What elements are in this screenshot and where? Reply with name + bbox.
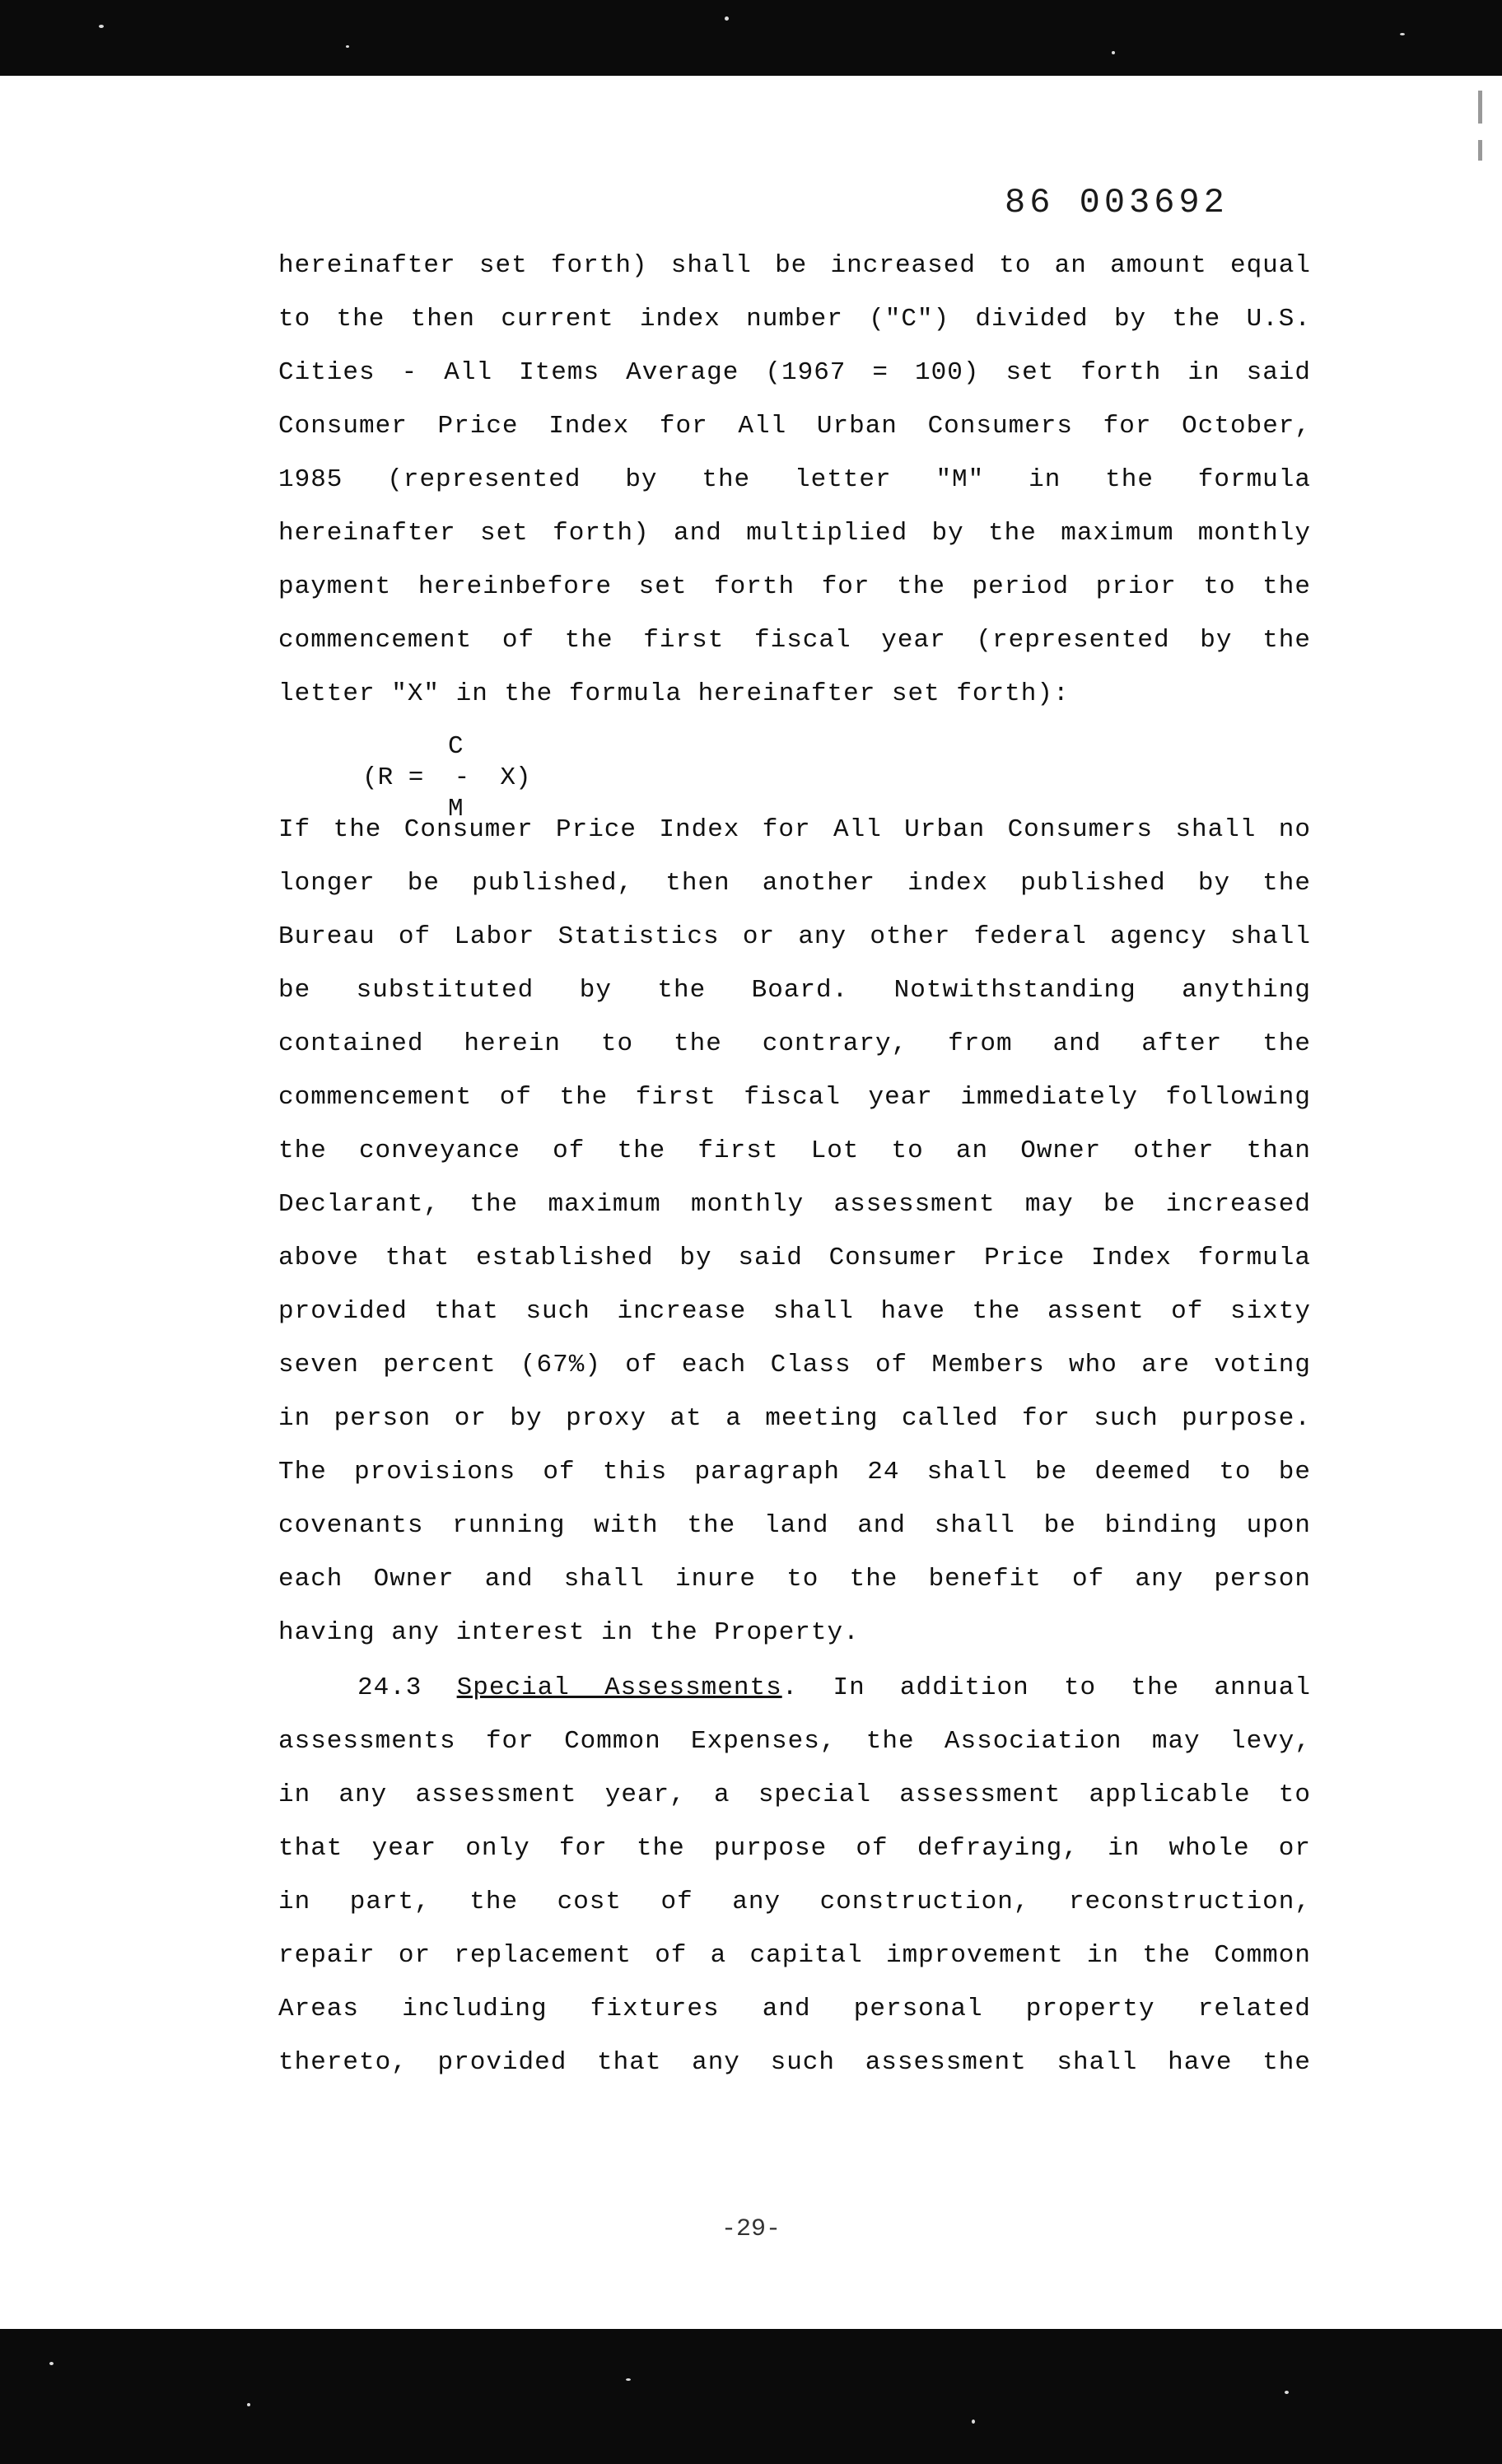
text-line: hereinafter set forth) and multiplied by the maximum monthly xyxy=(278,519,1311,548)
text-line: commencement of the first fiscal year immediately following xyxy=(278,1083,1311,1112)
text-line: letter "X" in the formula hereinafter set forth): xyxy=(278,679,1070,708)
formula-expression: (R = - X) xyxy=(362,763,531,792)
section-heading: Special Assessments xyxy=(456,1673,782,1702)
text-line: hereinafter set forth) shall be increased to an amount equal xyxy=(278,251,1311,280)
text-line: thereto, provided that any such assessment shall have the xyxy=(278,2048,1311,2077)
formula-numerator: C xyxy=(448,732,464,761)
text-line: in any assessment year, a special assessment applicable to xyxy=(278,1780,1311,1809)
text-line: Bureau of Labor Statistics or any other federal agency shall xyxy=(278,922,1311,951)
text-line: Cities - All Items Average (1967 = 100) set forth in said xyxy=(278,358,1311,387)
scan-border-top xyxy=(0,0,1502,76)
text-line: 1985 (represented by the letter "M" in the formula xyxy=(278,465,1311,494)
text-line: repair or replacement of a capital improvement in the Common xyxy=(278,1941,1311,1970)
text-line: commencement of the first fiscal year (represented by the xyxy=(278,626,1311,655)
text-line: The provisions of this paragraph 24 shall be deemed to be xyxy=(278,1458,1311,1486)
text-line: having any interest in the Property. xyxy=(278,1618,860,1647)
text-line: in part, the cost of any construction, reconstruction, xyxy=(278,1888,1311,1916)
section-number: 24.3 xyxy=(357,1673,422,1702)
scan-edge-mark xyxy=(1478,140,1482,161)
text-line: Declarant, the maximum monthly assessment may be increased xyxy=(278,1190,1311,1219)
text-line: payment hereinbefore set forth for the period prior to the xyxy=(278,572,1311,601)
text-line: Areas including fixtures and personal property related xyxy=(278,1995,1311,2023)
page-number: -29- xyxy=(721,2215,781,2243)
text-line: longer be published, then another index published by the xyxy=(278,869,1311,898)
text-line: assessments for Common Expenses, the Association may levy, xyxy=(278,1727,1311,1756)
formula-denominator: M xyxy=(448,795,464,824)
text-line: each Owner and shall inure to the benefit of any person xyxy=(278,1565,1311,1594)
scan-border-bottom xyxy=(0,2329,1502,2464)
text-line: contained herein to the contrary, from and after the xyxy=(278,1029,1311,1058)
document-number: 86 003692 xyxy=(1005,183,1229,222)
section-first-line xyxy=(278,1661,1311,1715)
text-line: Consumer Price Index for All Urban Consumers for October, xyxy=(278,412,1311,441)
text-line: to the then current index number ("C") divided by the U.S. xyxy=(278,305,1311,334)
text-line: covenants running with the land and shall be binding upon xyxy=(278,1511,1311,1540)
section-special-assessments xyxy=(278,1661,1311,2089)
text-line: seven percent (67%) of each Class of Members who are voting xyxy=(278,1351,1311,1379)
text-line: If the Consumer Price Index for All Urban Consumers shall no xyxy=(278,815,1311,844)
text-line: provided that such increase shall have the assent of sixty xyxy=(278,1297,1311,1326)
text-line: the conveyance of the first Lot to an Owner other than xyxy=(278,1136,1311,1165)
paragraph-index-substitution xyxy=(278,803,1311,1659)
text-line: in person or by proxy at a meeting called for such purpose. xyxy=(278,1404,1311,1433)
text-line: that year only for the purpose of defraying, in whole or xyxy=(278,1834,1311,1863)
scan-edge-mark xyxy=(1478,91,1482,124)
paragraph-formula-intro xyxy=(278,239,1311,721)
text-line: be substituted by the Board. Notwithstanding anything xyxy=(278,976,1311,1005)
text-fragment: . In addition to the annual xyxy=(781,1673,1311,1702)
text-line: above that established by said Consumer Price Index formula xyxy=(278,1244,1311,1272)
